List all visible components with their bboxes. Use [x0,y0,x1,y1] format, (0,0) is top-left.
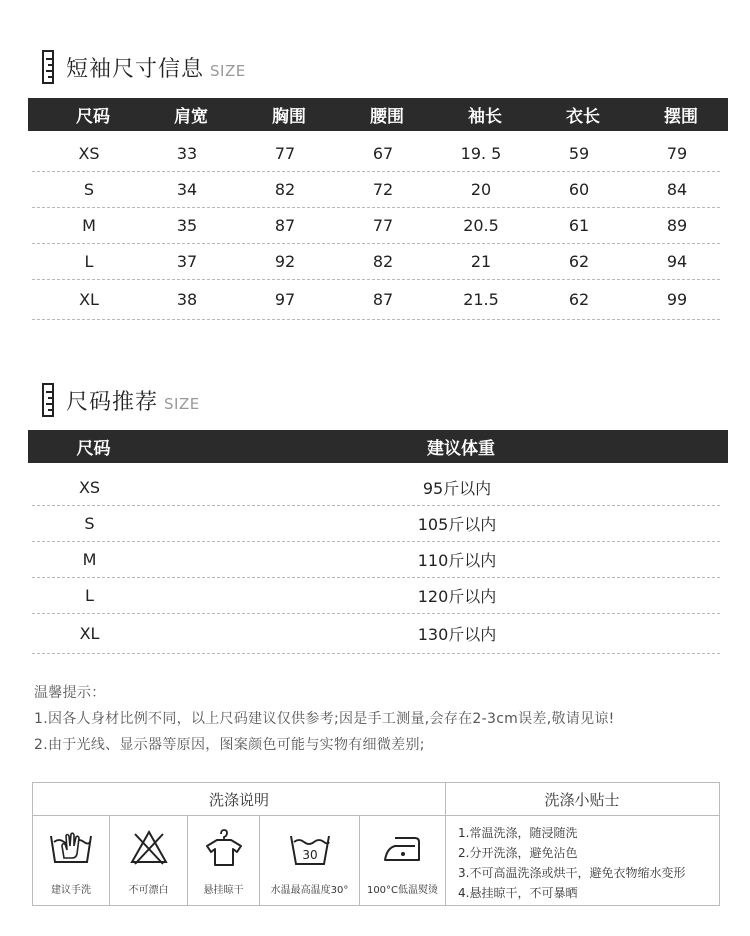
cell: 20 [470,180,492,199]
cell: 37 [176,252,198,271]
size-info-subtitle: SIZE [210,62,246,80]
low-iron-cell [360,816,445,906]
cell: 130斤以内 [417,624,497,644]
wash-tip-4: 4.悬挂晾干，不可暴晒 [458,886,578,900]
hand-wash-icon [48,828,94,868]
table-row [32,469,720,506]
cell: 60 [568,180,590,199]
hand-wash-cell [33,816,109,906]
size-info-title: 短袖尺寸信息 [66,56,205,82]
cell: 77 [372,216,394,235]
cell: 61 [568,216,590,235]
wash-tip-3: 3.不可高温洗涤或烘干，避免衣物缩水变形 [458,866,686,880]
water-temp-value: 30 [301,848,318,862]
table-row [32,613,720,654]
ruler-icon [42,383,54,417]
wash-box [32,782,720,906]
table-row [32,244,720,280]
cell: 67 [372,144,394,163]
recommend-subtitle: SIZE [164,395,200,413]
cell: 59 [568,144,590,163]
cell: 97 [274,290,296,309]
no-bleach-icon [129,828,169,868]
cell: 82 [274,180,296,199]
cell: 87 [372,290,394,309]
recommend-heading [42,380,200,420]
cell: 87 [274,216,296,235]
cell: 62 [568,252,590,271]
cell: 89 [666,216,688,235]
cell: 35 [176,216,198,235]
table-row [32,208,720,244]
hand-wash-label: 建议手洗 [51,885,91,896]
size-info-heading [42,47,246,87]
no-bleach-label: 不可漂白 [128,885,169,896]
cell: L [84,252,94,271]
tips-line-2: 2.由于光线、显示器等原因，图案颜色可能与实物有细微差别; [34,737,425,753]
cell: M [82,216,96,235]
cell: 19. 5 [460,144,502,163]
cell: XS [78,477,101,497]
low-iron-icon [381,828,425,868]
table-row [32,505,720,542]
ruler-icon [42,50,54,84]
cell: 94 [666,252,688,271]
header-sleeve: 袖长 [468,107,502,127]
header-length: 衣长 [566,107,600,127]
cell: 33 [176,144,198,163]
cell: L [85,585,94,605]
cell: 95斤以内 [422,478,492,498]
header-size: 尺码 [76,107,110,127]
wash-tips-header: 洗涤小贴士 [445,783,719,816]
cell: 120斤以内 [417,586,497,606]
low-iron-label: 100°C低温熨烫 [366,885,439,896]
size-table-header [28,98,728,131]
header-hem: 摆围 [664,107,698,127]
cell: XL [79,623,100,643]
table-row [32,577,720,614]
table-row [32,280,720,320]
tips-heading: 温馨提示： [34,685,106,701]
wash-tip-2: 2.分开洗涤，避免沾色 [458,846,578,860]
cell: 79 [666,144,688,163]
cell: M [82,549,97,569]
cell: 62 [568,290,590,309]
recommend-title: 尺码推荐 [66,389,159,415]
cell: 38 [176,290,198,309]
cell: 92 [274,252,296,271]
cell: XL [79,290,99,309]
cell: 77 [274,144,296,163]
hang-dry-cell [188,816,259,906]
table-row [32,136,720,172]
hang-dry-label: 悬挂晾干 [203,885,244,896]
wash-instructions-header: 洗涤说明 [33,783,445,816]
cell: S [83,180,95,199]
cell: S [84,513,95,533]
cell: 105斤以内 [417,514,497,534]
cell: 84 [666,180,688,199]
no-bleach-cell [110,816,187,906]
table-row [32,541,720,578]
recommend-table-header [28,430,728,463]
water-temp-cell [260,816,359,906]
cell: 34 [176,180,198,199]
cell: 21 [470,252,492,271]
water-temp-label: 水温最高温度30° [270,885,349,896]
cell: 21.5 [463,290,499,309]
cell: 110斤以内 [417,550,497,570]
header-shoulder: 肩宽 [174,107,208,127]
table-row [32,172,720,208]
wash-tip-1: 1.常温洗涤，随浸随洗 [458,826,578,840]
header-waist: 腰围 [370,107,404,127]
hang-dry-icon [203,828,245,868]
cell: 72 [372,180,394,199]
header-size: 尺码 [76,439,111,459]
cell: XS [78,144,100,163]
header-weight: 建议体重 [427,439,495,459]
header-chest: 胸围 [272,107,306,127]
water-temp-icon [288,828,332,868]
tips-line-1: 1.因各人身材比例不同，以上尺码建议仅供参考;因是手工测量,会存在2-3cm误差,敬请见谅! [34,711,615,727]
cell: 20.5 [463,216,499,235]
cell: 99 [666,290,688,309]
cell: 82 [372,252,394,271]
